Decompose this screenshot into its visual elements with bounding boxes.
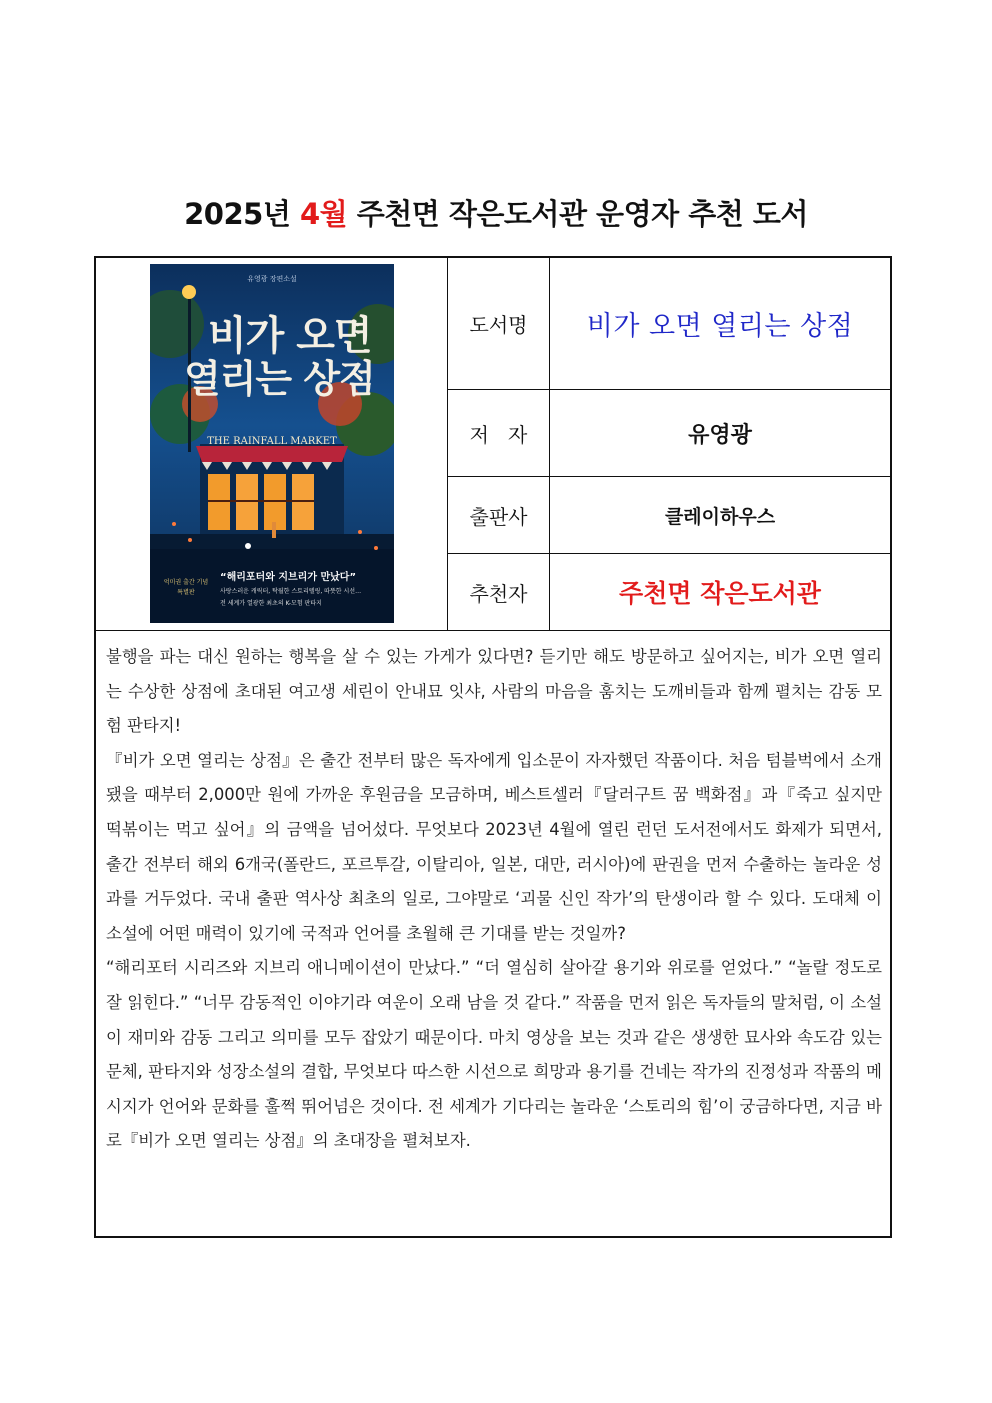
title-rest: 주천면 작은도서관 운영자 추천 도서 (347, 197, 808, 231)
publisher-label: 출판사 (448, 477, 550, 553)
recommendation-table (94, 256, 892, 1238)
recommender-name: 주천면 작은도서관 (619, 579, 821, 608)
book-title: 비가 오면 열리는 상점 (586, 311, 854, 342)
cover-subline1: 사랑스러운 캐릭터, 탁월한 스토리텔링, 따뜻한 시선… (220, 588, 362, 595)
cover-english-title: THE RAINFALL MARKET (207, 436, 337, 447)
publisher-name: 클레이하우스 (664, 505, 776, 528)
author-name: 유영광 (688, 422, 752, 448)
author-label: 저 자 (448, 390, 550, 476)
book-cover-image (150, 264, 394, 623)
description-paragraph-1: 불행을 파는 대신 원하는 행복을 살 수 있는 가게가 있다면? 듣기만 해도 방문하고 싶어지는, 비가 오면 열리는 수상한 상점에 초대된 여고생 세린이 안내묘 잇샤, 사람의 마음을 훔치는 도깨비들과 함께 펼치는 감동 모험 판타지! (106, 647, 882, 736)
title-month: 4월 (299, 197, 348, 231)
description-paragraph-3: “해리포터 시리즈와 지브리 애니메이션이 만났다.” “더 열심히 살아갈 용기와 위로를 얻었다.” “놀랄 정도로 잘 읽힌다.” “너무 감동적인 이야기라 여운이 오래 남을 것 같다.” 작품을 먼저 읽은 독자들의 말처럼, 이 소설이 재미와 감동 그리고 의미를 모두 잡았기 때문이다. 마치 영상을 보는 것과 같은 생생한 묘사와 속도감 있는 문체, 판타지와 성장소설의 결합, 무엇보다 따스한 시선으로 희망과 용기를 건네는 작가의 진정성과 작품의 메시지가 언어와 문화를 훌쩍 뛰어넘은 것이다. 전 세계가 기다리는 놀라운 ‘스토리의 힘’이 궁금하다면, 지금 바로『비가 오면 열리는 상점』의 초대장을 펼쳐보자. (106, 958, 882, 1151)
cover-badge: 억미권 출간 기념 특별판 (163, 579, 209, 596)
divider (96, 630, 890, 631)
book-description (106, 640, 882, 1159)
description-paragraph-2: 『비가 오면 열리는 상점』은 출간 전부터 많은 독자에게 입소문이 자자했던 작품이다. 처음 텀블벅에서 소개됐을 때부터 2,000만 원에 가까운 후원금을 모금하며, 베스트셀러『달러구트 꿈 백화점』과『죽고 싶지만 떡볶이는 먹고 싶어』의 금액을 넘어섰다. 무엇보다 2023년 4월에 열린 런던 도서전에서도 화제가 되면서, 출간 전부터 해외 6개국(폴란드, 포르투갈, 이탈리아, 일본, 대만, 러시아)에 판권을 먼저 수출하는 놀라운 성과를 거두었다. 국내 출판 역사상 최초의 일로, 그야말로 ‘괴물 신인 작가’의 탄생이라 할 수 있다. 도대체 이 소설에 어떤 매력이 있기에 국적과 언어를 초월해 큰 기대를 받는 것일까? (106, 750, 882, 943)
recommender-value-cell (550, 554, 890, 630)
recommender-label: 추천자 (448, 554, 550, 630)
cover-cell (96, 258, 448, 630)
title-label: 도서명 (448, 258, 550, 389)
publisher-value-cell (550, 477, 890, 553)
page-title (0, 192, 992, 233)
title-value-cell (550, 258, 890, 389)
cover-subline2: 전 세계가 열광한 최초의 K-모험 판타지 (220, 600, 322, 607)
author-value-cell (550, 390, 890, 476)
cover-author-line: 유영광 장편소설 (247, 275, 297, 283)
cover-quote: “해리포터와 지브리가 만났다” (220, 572, 357, 583)
cover-title-line1: 비가 오면 (208, 312, 372, 359)
title-year: 2025년 (184, 197, 300, 231)
cover-title-line2: 열리는 상점 (184, 356, 375, 401)
